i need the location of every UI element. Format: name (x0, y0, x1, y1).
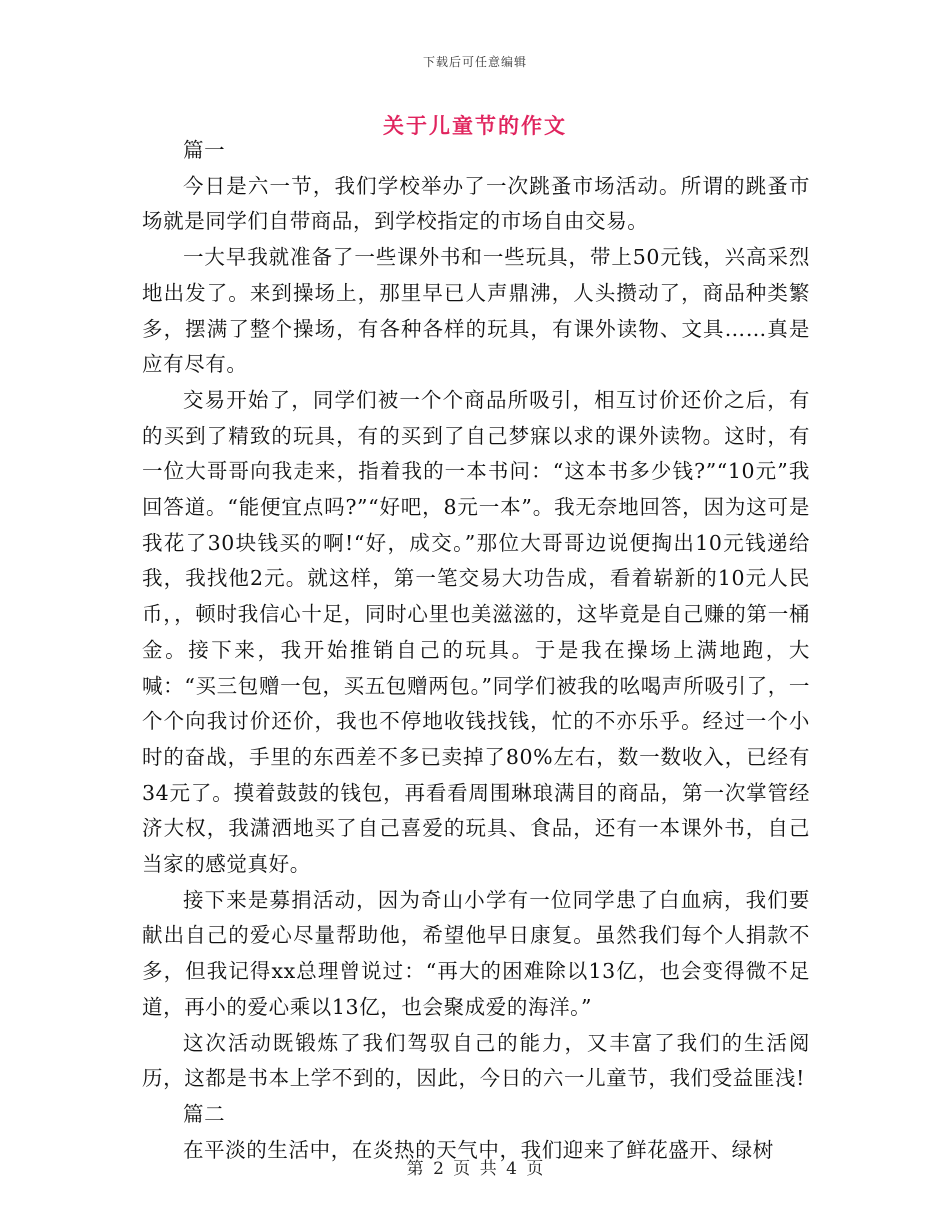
body-paragraph: 这次活动既锻炼了我们驾驭自己的能力，又丰富了我们的生活阅历，这都是书本上学不到的，因此，今日的六一儿童节，我们受益匪浅! (142, 1030, 810, 1091)
section-heading: 篇一 (183, 138, 226, 162)
page-header: 下载后可任意编辑 (422, 55, 527, 69)
body-paragraph: 今日是六一节，我们学校举办了一次跳蚤市场活动。所谓的跳蚤市场就是同学们自带商品，到学校指定的市场自由交易。 (142, 173, 810, 234)
document-title: 关于儿童节的作文 (383, 113, 567, 138)
document-body (142, 133, 810, 1168)
body-paragraph: 在平淡的生活中，在炎热的天气中，我们迎来了鲜花盛开、绿树 (183, 1137, 774, 1162)
body-paragraph: 交易开始了，同学们被一个个商品所吸引，相互讨价还价之后，有的买到了精致的玩具，有的买到了自己梦寐以求的课外读物。这时，有一位大哥哥向我走来，指着我的一本书问：“这本书多少钱?”“10元”我回答道。“能便宜点吗?”“好吧，8元一本”。我无奈地回答，因为这可是我花了30块钱买的啊!“好，成交。”那位大哥哥边说便掏出10元钱递给我，我找他2元。就这样，第一笔交易大功告成，看着崭新的10元人民币，，顿时我信心十足，同时心里也美滋滋的，这毕竟是自己赚的第一桶金。接下来，我开始推销自己的玩具。于是我在操场上满地跑，大喊：“买三包赠一包，买五包赠两包。”同学们被我的吆喝声所吸引了，一个个向我讨价还价，我也不停地收钱找钱，忙的不亦乐乎。经过一个小时的奋战，手里的东西差不多已卖掉了80%左右，数一数收入，已经有34元了。摸着鼓鼓的钱包，再看看周围琳琅满目的商品，第一次掌管经济大权，我潇洒地买了自己喜爱的玩具、食品，还有一本课外书，自己当家的感觉真好。 (142, 387, 810, 877)
page-number: 第 2 页 共 4 页 (406, 1159, 544, 1179)
section-heading: 篇二 (183, 1101, 226, 1126)
body-paragraph: 接下来是募捐活动，因为奇山小学有一位同学患了白血病，我们要献出自己的爱心尽量帮助他，希望他早日康复。虽然我们每个人捐款不多，但我记得xx总理曾说过：“再大的困难除以13亿，也会变得微不足道，再小的爱心乘以13亿，也会聚成爱的海洋。” (142, 887, 810, 1019)
body-paragraph: 一大早我就准备了一些课外书和一些玩具，带上50元钱，兴高采烈地出发了。来到操场上，那里早已人声鼎沸，人头攒动了，商品种类繁多，摆满了整个操场，有各种各样的玩具，有课外读物、文具……真是应有尽有。 (142, 245, 810, 377)
